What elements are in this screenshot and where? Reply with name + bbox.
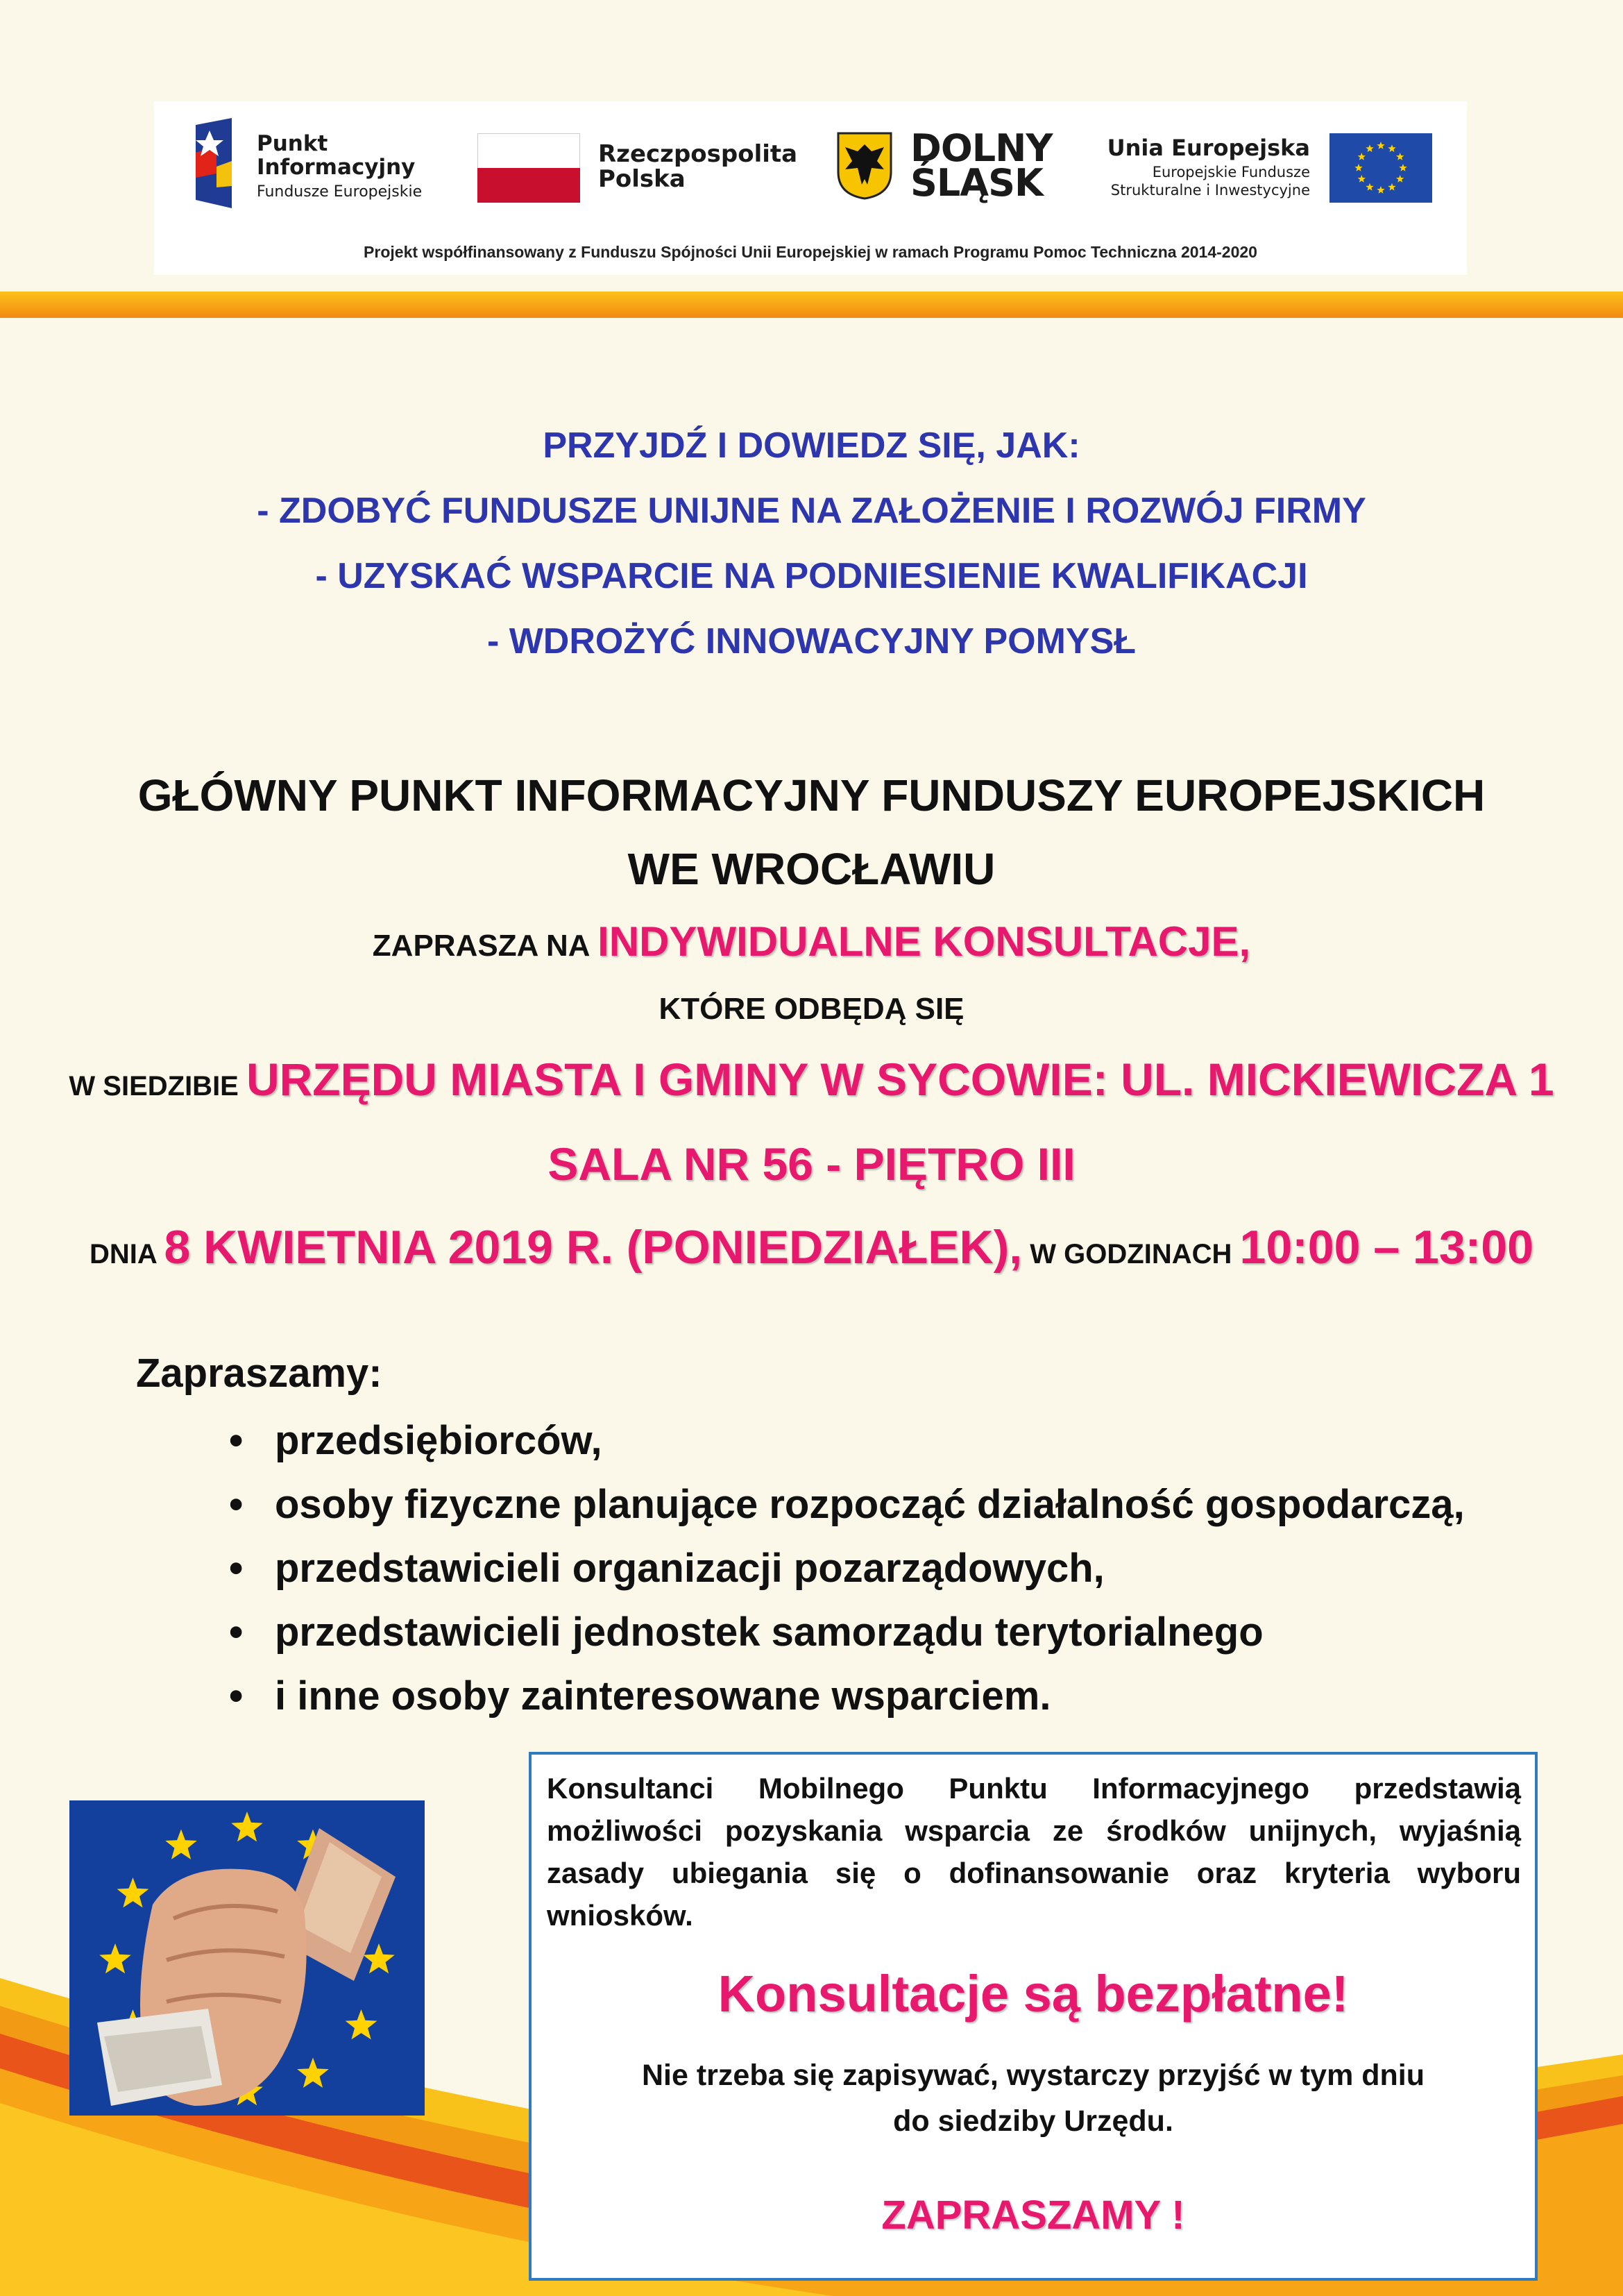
list-item: • przedstawicieli organizacji pozarządowych, (229, 1537, 1465, 1601)
free-consultations-heading: Konsultacje są bezpłatne! (717, 1965, 1349, 2023)
info-box (529, 1752, 1538, 2281)
list-item: • osoby fizyczne planujące rozpocząć działalność gospodarczą, (229, 1473, 1465, 1537)
bullet-icon: • (229, 1546, 244, 1591)
punkt-logo-subtitle: Fundusze Europejskie (257, 183, 423, 201)
organizer-line-1: GŁÓWNY PUNKT INFORMACYJNY FUNDUSZY EUROPEJSKICH (137, 770, 1486, 820)
invites-line (0, 918, 1623, 970)
hand-with-euro-banknotes-photo (69, 1800, 425, 2116)
ue-logo-sub2: Strukturalne i Inwestycyjne (1110, 182, 1310, 199)
date-label: DNIA (90, 1239, 164, 1269)
bullet-icon: • (229, 1482, 244, 1527)
headline-bullet-2: - UZYSKAĆ WSPARCIE NA PODNIESIENIE KWALIFIKACJI (315, 556, 1308, 596)
venue-line (0, 1048, 1623, 1117)
taking-place-label: KTÓRE ODBĘDĄ SIĘ (658, 992, 965, 1026)
headline-bullet-3: - WDROŻYĆ INNOWACYJNY POMYSŁ (486, 621, 1137, 661)
bullet-icon: • (229, 1610, 244, 1655)
invites-label: ZAPRASZA NA (372, 929, 598, 963)
event-hours: 10:00 – 13:00 (1239, 1221, 1533, 1274)
punkt-logo-line2: Informacyjny (257, 155, 416, 180)
dolny-slask-line2: ŚLĄSK (910, 161, 1043, 205)
dolny-slask-line1: DOLNY (910, 126, 1053, 170)
date-time-line (0, 1216, 1623, 1285)
room-info: SALA NR 56 - PIĘTRO III (547, 1138, 1076, 1190)
cofinancing-caption: Projekt współfinansowany z Funduszu Spójności Unii Europejskiej w ramach Programu Pomoc Techniczna 2014-2020 (364, 243, 1257, 261)
organizer-line-2: WE WROCŁAWIU (627, 844, 996, 894)
bullet-icon: • (229, 1673, 244, 1719)
polish-flag-icon (477, 133, 580, 203)
event-date: 8 KWIETNIA 2019 R. (PONIEDZIAŁEK), (164, 1221, 1023, 1274)
consultations-highlight: INDYWIDUALNE KONSULTACJE, (597, 918, 1251, 965)
punkt-logo-line1: Punkt (257, 131, 328, 156)
headline-intro: PRZYJDŹ I DOWIEDZ SIĘ, JAK: (543, 425, 1080, 466)
audience-heading: Zapraszamy: (136, 1351, 382, 1396)
list-item: • przedstawicieli jednostek samorządu terytorialnego (229, 1601, 1465, 1664)
rp-logo-line2: Polska (598, 165, 686, 193)
venue-label: W SIEDZIBIE (69, 1071, 246, 1101)
no-signup-line-2: do siedziby Urzędu. (893, 2104, 1173, 2138)
ue-logo-title: Unia Europejska (1107, 135, 1310, 161)
orange-header-band (0, 292, 1623, 318)
venue-address: URZĘDU MIASTA I GMINY W SYCOWIE: UL. MICKIEWICZA 1 (246, 1054, 1554, 1105)
hours-label: W GODZINACH (1022, 1239, 1240, 1269)
logo-strip (154, 101, 1467, 275)
list-item: • przedsiębiorców, (229, 1409, 1465, 1473)
headline-bullet-1: - ZDOBYĆ FUNDUSZE UNIJNE NA ZAŁOŻENIE I ROZWÓJ FIRMY (257, 491, 1366, 531)
info-description: Konsultanci Mobilnego Punktu Informacyjnego przedstawią możliwości pozyskania wsparcia ze środków unijnych, wyjaśnią zasady ubiegania się o dofinansowanie oraz kryteria wyboru wniosków. (547, 1772, 1521, 1932)
closing-invitation: ZAPRASZAMY ! (881, 2193, 1185, 2238)
bullet-icon: • (229, 1418, 244, 1463)
no-signup-line-1: Nie trzeba się zapisywać, wystarczy przyjść w tym dniu (641, 2059, 1425, 2092)
dolny-slask-eagle-crest (835, 130, 894, 200)
rp-logo-line1: Rzeczpospolita (598, 140, 798, 168)
punkt-informacyjny-logo (189, 118, 244, 208)
ue-logo-sub1: Europejskie Fundusze (1152, 164, 1310, 180)
eu-flag-icon (1329, 133, 1432, 203)
audience-list (229, 1409, 1465, 1728)
list-item: • i inne osoby zainteresowane wsparciem. (229, 1664, 1465, 1728)
